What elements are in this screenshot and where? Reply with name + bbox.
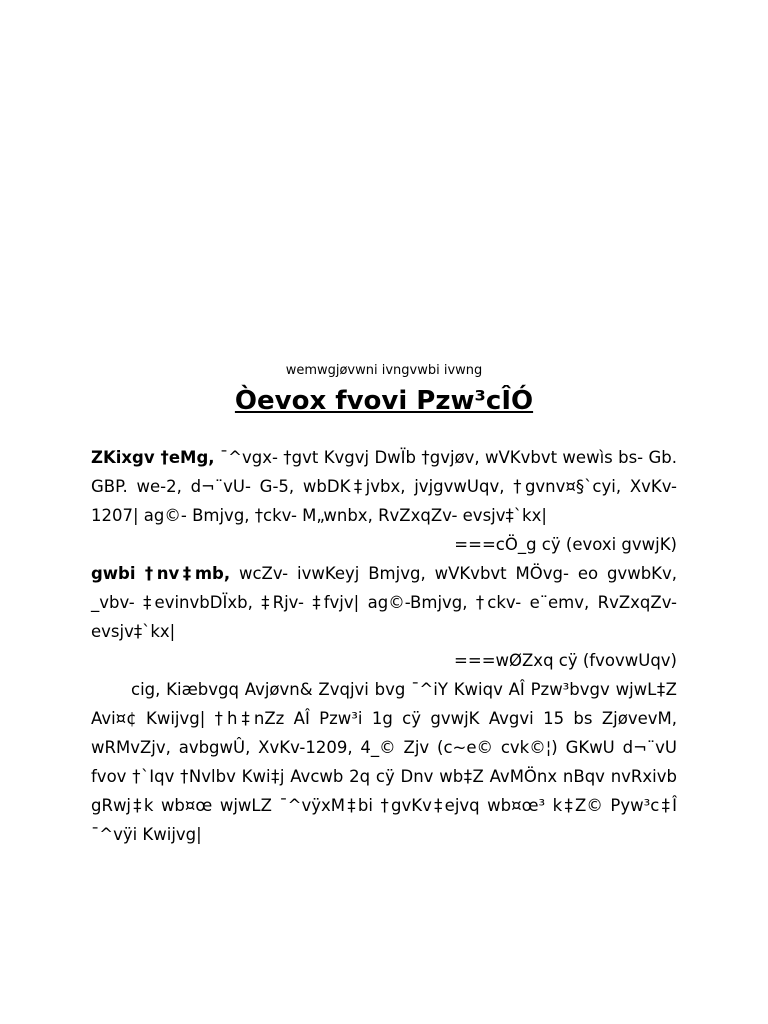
agreement-clause: cig, Kiæbvgq Avjøvn& Zvqjvi bvg ¯^iY Kwiqv AÎ Pzw³bvgv wjwL‡Z Avi¤¢ Kwijvg| †h‡nZz AÎ Pzw³i 1g cÿ gvwjK Avgvi 15 bs ZjøvevM, wRMvZjv, avbgwÛ, XvKv-1209, 4_© Zjv (c~e© cvk©¦) GKwU d¬¨vU fvov †`Iqv †Nvlbv Kwi‡j Avcwb 2q cÿ Dnv wb‡Z AvMÖnx nBqv nvRxivb gRwj‡k wb¤œ wjwLZ ¯^vÿxM‡bi †gvKv‡ejvq wb¤œ³ k‡Z© Pyw³c‡Î ¯^vÿi Kwijvg| <box>91 680 677 844</box>
second-party-name: gwbi †nv‡mb, <box>91 564 231 583</box>
first-party-paragraph <box>91 443 677 530</box>
document-subheading: wemwgjøvwni ivngvwbi ivwng <box>285 363 483 378</box>
first-party-details: ¯^vgx- †gvt Kvgvj DwÏb †gvjøv, wVKvbvt wewìs bs- Gb. GBP. we-2, d¬¨vU- G-5, wbDK‡jvbx, jvjgvwUqv, †gvnv¤§`cyi, XvKv-1207| ag©- Bmjvg, †ckv- M„wnbx, RvZxqZv- evsjv‡`kx| <box>91 448 677 525</box>
document-title: Òevox fvovi Pzw³cÎÓ <box>234 386 534 416</box>
first-party-name: ZKixgv †eMg, <box>91 448 215 467</box>
document-content <box>91 362 677 849</box>
second-party-details: wcZv- ivwKeyj Bmjvg, wVKvbvt MÖvg- eo gvwbKv, _vbv- ‡evinvbDÏxb, ‡Rjv- ‡fvjv| ag©-Bmjvg, †ckv- e¨emv, RvZxqZv- evsjv‡`kx| <box>91 564 677 641</box>
first-party-label: ===cÖ_g cÿ (evoxi gvwjK) <box>454 535 677 554</box>
second-party-label: ===wØZxq cÿ (fvovwUqv) <box>454 651 677 670</box>
second-party-paragraph <box>91 559 677 646</box>
document-body <box>91 443 677 849</box>
